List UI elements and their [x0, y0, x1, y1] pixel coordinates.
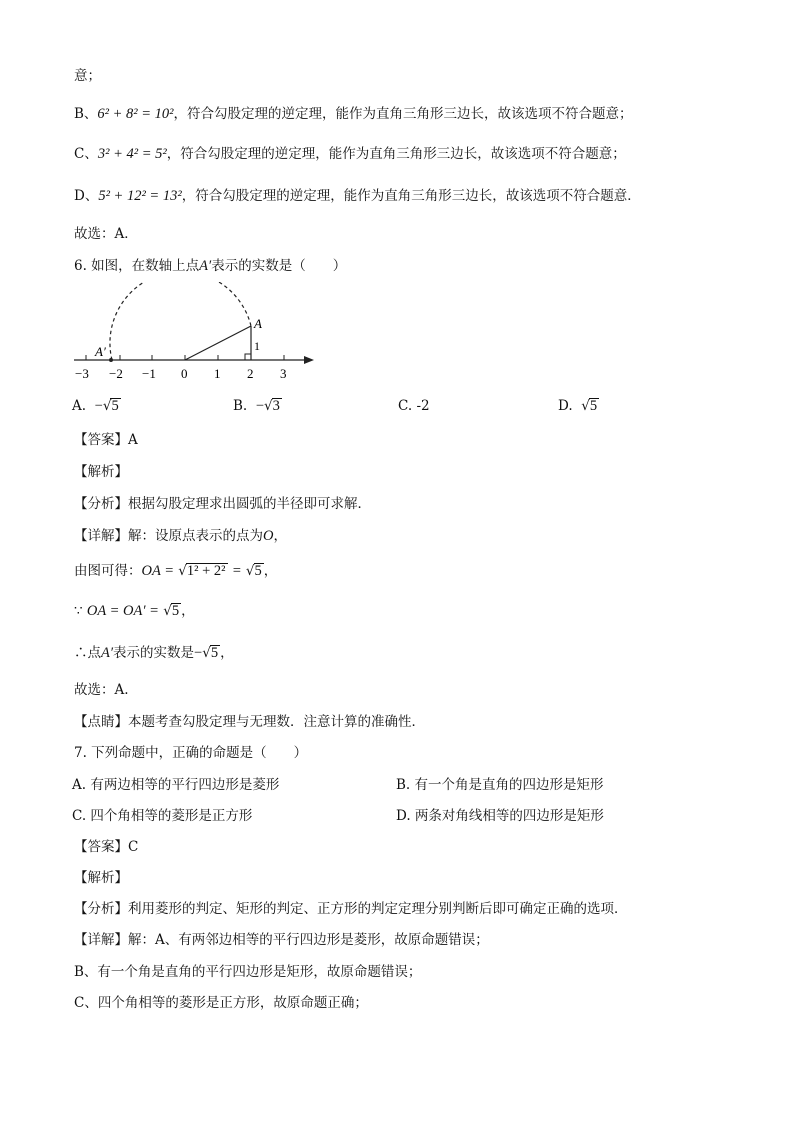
sqrt-icon: √	[102, 398, 112, 414]
option-d: D. √5	[558, 398, 598, 414]
tick-label: −3	[75, 366, 89, 381]
answer: 【答案】A	[74, 432, 138, 448]
sqrt-icon: √	[202, 645, 211, 661]
option-a: A. 有两边相等的平行四边形是菱形	[72, 777, 280, 793]
conclusion: 故选：A.	[74, 682, 129, 698]
detail-intro: 【详解】解：A、有两邻边相等的平行四边形是菱形，故原命题错误；	[74, 932, 489, 948]
option-d: D. 两条对角线相等的四边形是矩形	[396, 808, 604, 824]
step-3: ∴点A′表示的实数是−√5 ，	[74, 645, 234, 661]
axis-arrow-icon	[304, 356, 314, 364]
tick-label: 2	[247, 366, 254, 381]
question-7: 7. 下列命题中，正确的命题是（ ）	[74, 745, 308, 761]
option-c: C. -2	[398, 398, 430, 414]
option-explanation-d: D、5² + 12² = 13²，符合勾股定理的逆定理，能作为直角三角形三边长，故该选项不符合题意．	[74, 188, 641, 204]
number-line-figure	[70, 282, 320, 382]
hypotenuse	[185, 326, 251, 360]
option-explanation-b: B、6² + 8² = 10²，符合勾股定理的逆定理，能作为直角三角形三边长，故该选项不符合题意；	[74, 106, 633, 122]
analysis-summary: 【分析】根据勾股定理求出圆弧的半径即可求解．	[74, 496, 371, 512]
sqrt-icon: √	[163, 603, 172, 619]
label-a-prime: A′	[95, 344, 106, 359]
tick-label: 0	[181, 366, 188, 381]
answer: 【答案】C	[74, 839, 139, 855]
option-a: A. −√5	[72, 398, 119, 414]
sqrt-icon: √	[581, 398, 590, 414]
analysis-heading: 【解析】	[74, 870, 128, 886]
equation: 3² + 4² = 5²	[97, 146, 167, 162]
text-line: 意；	[74, 68, 101, 84]
label-height: 1	[254, 339, 260, 353]
point-a-prime	[109, 358, 113, 362]
analysis-summary: 【分析】利用菱形的判定、矩形的判定、正方形的判定定理分别判断后即可确定正确的选项．	[74, 901, 628, 917]
detail-line: C、四个角相等的菱形是正方形，故原命题正确；	[74, 995, 368, 1011]
dashed-arc	[110, 282, 251, 360]
equation: 5² + 12² = 13²	[98, 188, 182, 204]
equation: 6² + 8² = 10²	[97, 106, 174, 122]
analysis-heading: 【解析】	[74, 464, 128, 480]
step-2: ∵ OA = OA′ = √5 ，	[74, 603, 195, 619]
commentary: 【点睛】本题考查勾股定理与无理数．注意计算的准确性．	[74, 714, 425, 730]
step-1: 由图可得：OA = √1² + 2² = √5 ，	[74, 563, 278, 579]
label-a: A	[254, 316, 262, 331]
right-angle-mark	[245, 354, 251, 360]
sqrt-icon: √	[245, 563, 255, 579]
conclusion: 故选：A．	[74, 226, 138, 242]
detail-line: B、有一个角是直角的平行四边形是矩形，故原命题错误；	[74, 964, 422, 980]
tick-label: −1	[142, 366, 156, 381]
option-explanation-c: C、3² + 4² = 5²，符合勾股定理的逆定理，能作为直角三角形三边长，故该选项不符合题意；	[74, 146, 626, 162]
sqrt-icon: √	[264, 398, 273, 414]
option-c: C. 四个角相等的菱形是正方形	[72, 808, 253, 824]
tick-label: 1	[214, 366, 221, 381]
tick-label: −2	[109, 366, 123, 381]
tick-label: 3	[280, 366, 287, 381]
option-b: B. −√3	[233, 398, 280, 414]
sqrt-icon: √	[178, 563, 187, 579]
detail-intro: 【详解】解：设原点表示的点为O，	[74, 528, 287, 544]
option-b: B. 有一个角是直角的四边形是矩形	[396, 777, 604, 793]
question-6: 6. 如图，在数轴上点A′表示的实数是（ ）	[74, 258, 347, 274]
